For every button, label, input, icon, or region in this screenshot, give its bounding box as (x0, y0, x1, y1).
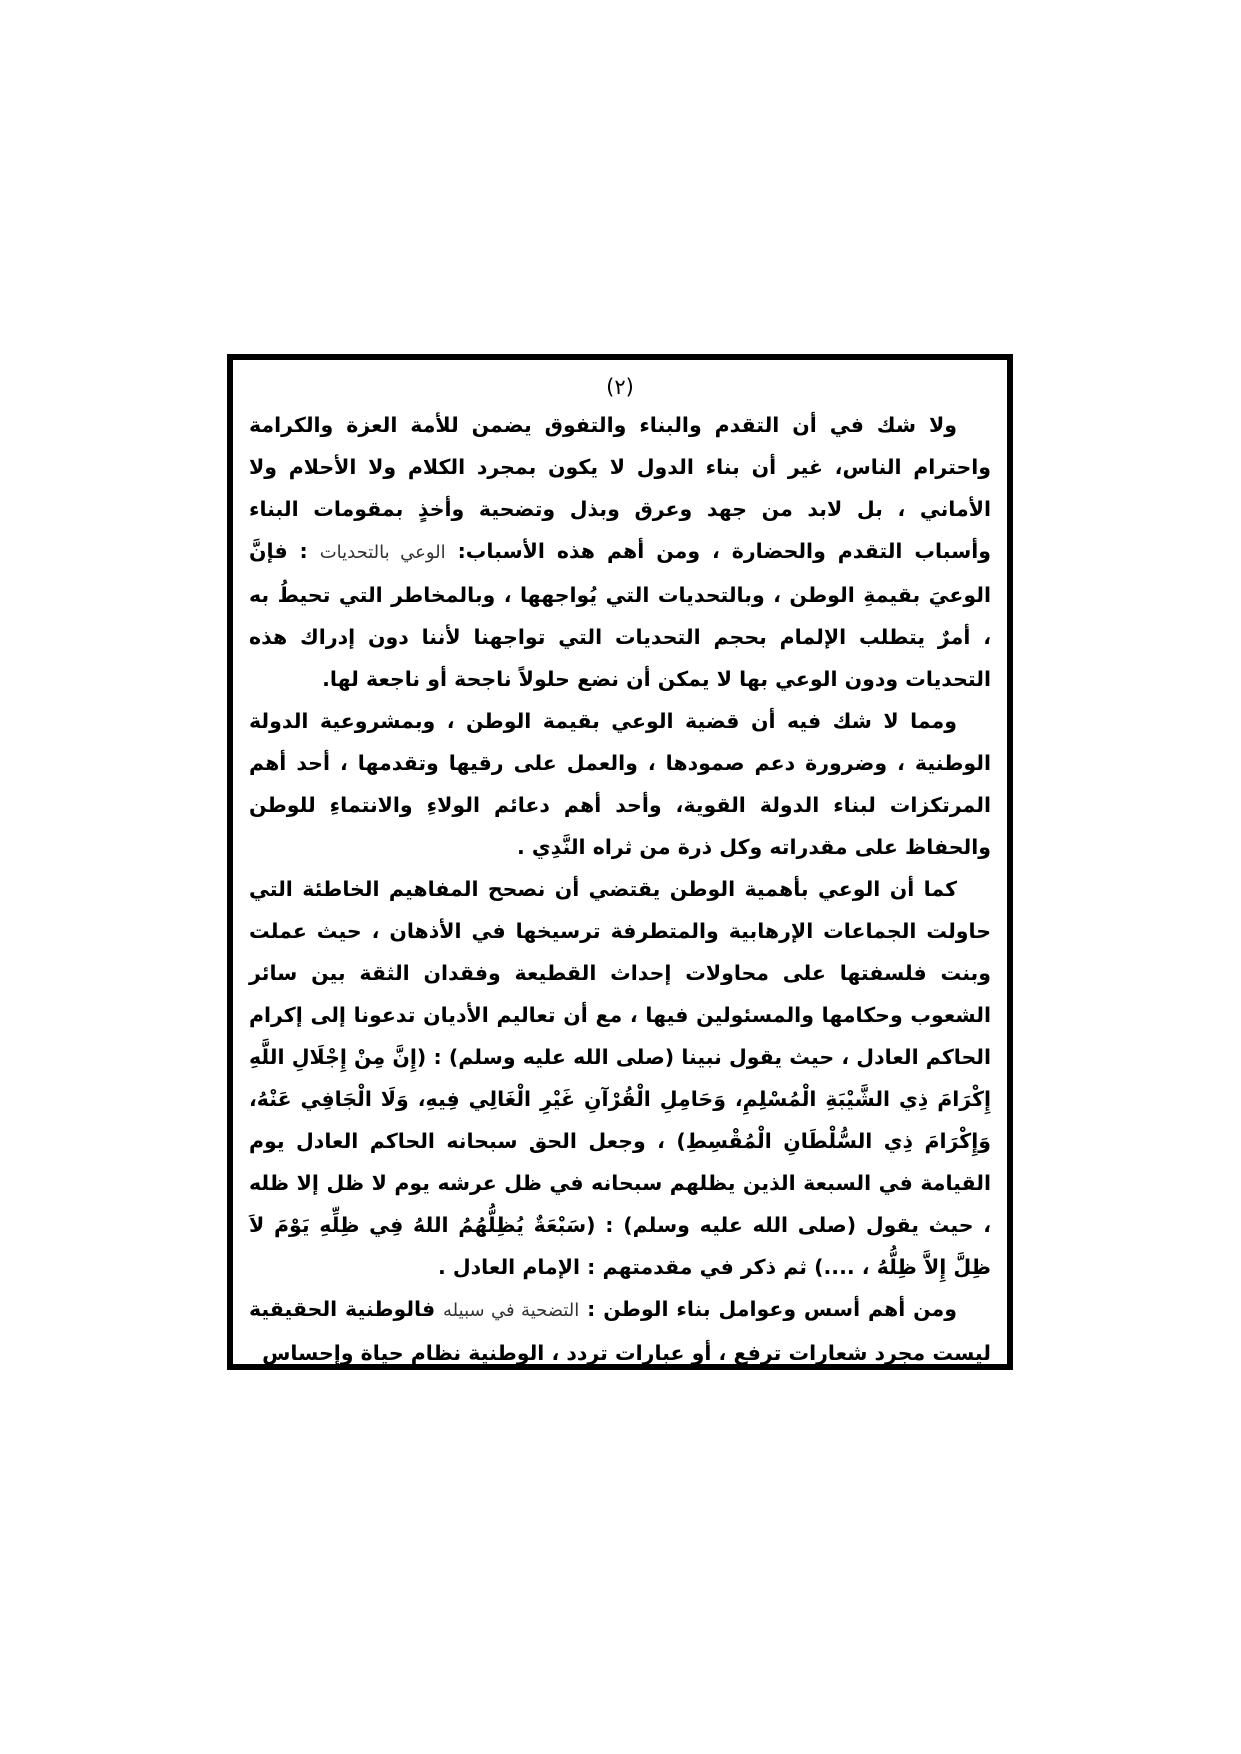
highlighted-phrase: الوعي بالتحديات (319, 542, 446, 563)
page-number: (٢) (606, 375, 634, 399)
paragraph-text: ومن أهم أسس وعوامل بناء الوطن : (579, 1297, 957, 1321)
highlighted-phrase: التضحية في سبيله (443, 1300, 580, 1321)
paragraph-text: فالوطنية الحقيقية ليست مجرد شعارات ترفع ، أو عبارات تردد ، الوطنية نظام حياة وإحساس (249, 1297, 991, 1365)
paragraph-text: : فإنَّ الوعيَ بقيمةِ الوطن ، وبالتحديات التي يُواجهها ، وبالمخاطر التي تحيطُ به ، أمرٌ يتطلب الإلمام بحجم التحديات التي تواجهنا لأننا دون إدراك هذه التحديات ودون الوعي بها لا يمكن أن نضع حلولاً ناجحة أو ناجعة لها. (249, 539, 991, 691)
paragraph-text: ومما لا شك فيه أن قضية الوعي بقيمة الوطن ، وبمشروعية الدولة الوطنية ، وضرورة دعم صمودها ، والعمل على رقيها وتقدمها ، أحد أهم المرتكزات لبناء الدولة القوية، وأحد أهم دعائم الولاءِ والانتماءِ للوطن والحفاظ على مقدراته وكل ذرة من ثراه النَّدِي . (249, 709, 991, 859)
page-frame (227, 354, 1013, 1370)
paragraph-awareness (249, 404, 991, 700)
paragraph-sacrifice (249, 1288, 991, 1374)
paragraph-national-state (249, 700, 991, 868)
paragraph-text: ولا شك في أن التقدم والبناء والتفوق يضمن للأمة العزة والكرامة واحترام الناس، غير أن بناء الدول لا يكون بمجرد الكلام ولا الأحلام ولا الأماني ، بل لابد من جهد وعرق وبذل وتضحية وأخذٍ بمقومات البناء وأسباب التقدم والحضارة ، ومن أهم هذه الأسباب: (249, 413, 991, 563)
paragraph-just-ruler (249, 868, 991, 1288)
paragraph-text: كما أن الوعي بأهمية الوطن يقتضي أن نصحح المفاهيم الخاطئة التي حاولت الجماعات الإرهابية والمتطرفة ترسيخها في الأذهان ، حيث عملت وبنت فلسفتها على محاولات إحداث القطيعة وفقدان الثقة بين سائر الشعوب وحكامها والمسئولين فيها ، مع أن تعاليم الأديان تدعونا إلى إكرام الحاكم العادل ، حيث يقول نبينا (صلى الله عليه وسلم) : (إِنَّ مِنْ إِجْلَالِ اللَّهِ إِكْرَامَ ذِي الشَّيْبَةِ الْمُسْلِمِ، وَحَامِلِ الْقُرْآنِ غَيْرِ الْغَالِي فِيهِ، وَلَا الْجَافِي عَنْهُ، وَإِكْرَامَ ذِي السُّلْطَانِ الْمُقْسِطِ) ، وجعل الحق سبحانه الحاكم العادل يوم القيامة في السبعة الذين يظلهم سبحانه في ظل عرشه يوم لا ظل إلا ظله ، حيث يقول (صلى الله عليه وسلم) : (سَبْعَةٌ يُظِلُّهُمُ اللهُ فِي ظِلِّهِ يَوْمَ لاَ ظِلَّ إِلاَّ ظِلُّهُ ، ....) ثم ذكر في مقدمتهم : الإمام العادل . (249, 877, 991, 1279)
